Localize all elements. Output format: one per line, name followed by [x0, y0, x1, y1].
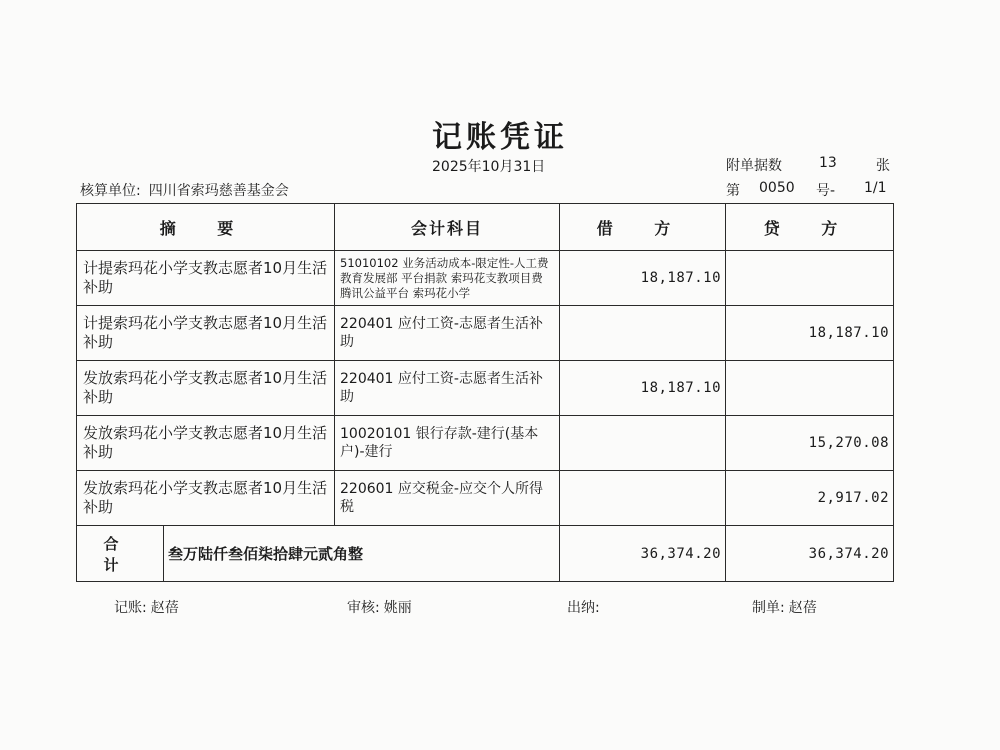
accounting-unit-label: 核算单位:: [80, 183, 141, 199]
row-summary: 发放索玛花小学支教志愿者10月生活补助: [77, 416, 335, 471]
row-account: 220401 应付工资-志愿者生活补助: [335, 306, 560, 361]
bookkeeper-label: 记账:: [114, 600, 147, 616]
voucher-number-prefix: 第: [726, 183, 740, 199]
row-summary: 计提索玛花小学支教志愿者10月生活补助: [77, 251, 335, 306]
preparer-name: 赵蓓: [788, 600, 817, 616]
accounting-unit-value: 四川省索玛慈善基金会: [148, 183, 289, 199]
accounting-unit: [80, 180, 297, 200]
table-row: [77, 471, 894, 526]
row-account: 10020101 银行存款-建行(基本户)-建行: [335, 416, 560, 471]
cashier-signature: [567, 597, 608, 617]
total-credit: 36,374.20: [726, 526, 894, 582]
table-row: [77, 306, 894, 361]
bookkeeper-name: 赵蓓: [150, 600, 179, 616]
voucher-number-suffix: 号-: [816, 183, 836, 199]
total-amount-chinese: 叁万陆仟叁佰柒拾肆元贰角整: [168, 545, 364, 563]
total-debit: 36,374.20: [560, 526, 726, 582]
preparer-label: 制单:: [752, 600, 785, 616]
total-label: 合 计: [77, 526, 164, 581]
header-summary: 摘 要: [77, 204, 335, 251]
row-summary: 发放索玛花小学支教志愿者10月生活补助: [77, 471, 335, 526]
table-row: [77, 361, 894, 416]
row-debit: 18,187.10: [560, 361, 726, 416]
attachments-unit: 张: [876, 158, 890, 174]
voucher-title: 记账凭证: [432, 120, 568, 155]
reviewer-label: 审核:: [347, 600, 380, 616]
total-cell: [77, 526, 560, 582]
row-debit: 18,187.10: [560, 251, 726, 306]
row-account: 220601 应交税金-应交个人所得税: [335, 471, 560, 526]
total-row: [77, 526, 894, 582]
row-credit: [726, 361, 894, 416]
row-summary: 计提索玛花小学支教志愿者10月生活补助: [77, 306, 335, 361]
voucher-date: 2025年10月31日: [432, 159, 546, 175]
bookkeeper-signature: [114, 597, 183, 617]
row-credit: 2,917.02: [726, 471, 894, 526]
table-row: [77, 251, 894, 306]
row-credit: [726, 251, 894, 306]
row-debit: [560, 471, 726, 526]
header-debit: 借 方: [560, 204, 726, 251]
attachments-label: 附单据数: [726, 158, 782, 174]
header-credit: 贷 方: [726, 204, 894, 251]
attachments-number: 13: [819, 155, 837, 171]
voucher-table: [76, 203, 894, 582]
row-debit: [560, 416, 726, 471]
row-account: 51010102 业务活动成本-限定性-人工费 教育发展部 平台捐款 索玛花支教项目费 腾讯公益平台 索玛花小学: [335, 251, 560, 306]
voucher-page-count: 1/1: [864, 180, 887, 196]
row-account: 220401 应付工资-志愿者生活补助: [335, 361, 560, 416]
table-header: [77, 204, 894, 251]
table-row: [77, 416, 894, 471]
row-credit: 15,270.08: [726, 416, 894, 471]
reviewer-signature: [347, 597, 416, 617]
preparer-signature: [752, 597, 821, 617]
reviewer-name: 姚丽: [383, 600, 412, 616]
row-summary: 发放索玛花小学支教志愿者10月生活补助: [77, 361, 335, 416]
cashier-label: 出纳:: [567, 600, 600, 616]
header-account: 会计科目: [335, 204, 560, 251]
row-debit: [560, 306, 726, 361]
voucher-number-value: 0050: [759, 180, 795, 196]
row-credit: 18,187.10: [726, 306, 894, 361]
